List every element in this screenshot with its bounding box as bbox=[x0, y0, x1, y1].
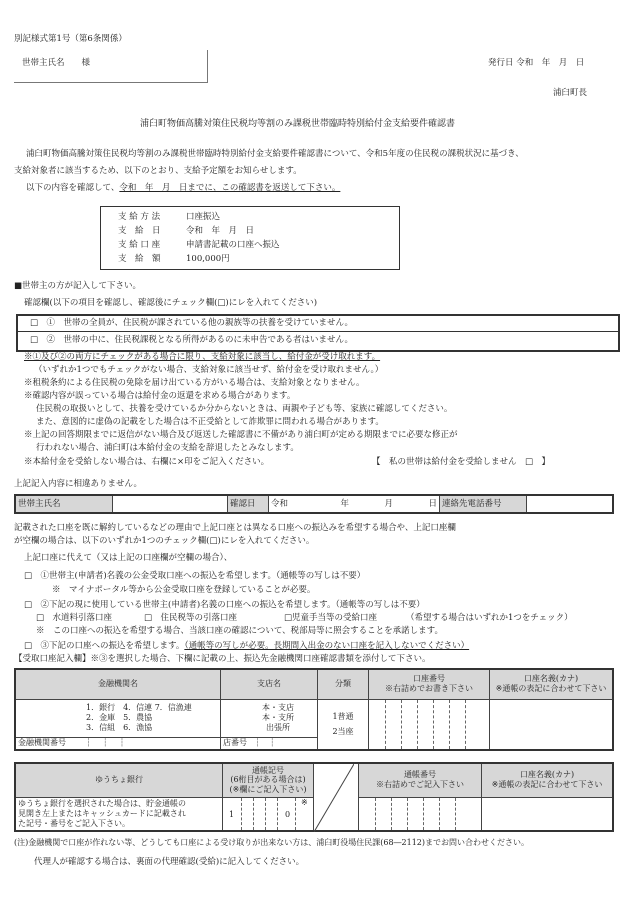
type-header: 分類 bbox=[318, 669, 369, 699]
option-1[interactable]: □ ①世帯主(申請者)名義の公金受取口座への振込を希望します。（通帳等の写しは不要） bbox=[24, 571, 366, 581]
note-2: （いずれか1つでもチェックがない場合、支給対象に該当せず、給付金を受け取れません。） bbox=[34, 365, 384, 375]
option-2b[interactable]: □ 住民税等の引落口座 bbox=[144, 613, 238, 623]
bank-options[interactable]: 1．銀行 4．信連 7．信漁連 2．金庫 5．農協 3．信組 6．漁協 bbox=[15, 699, 221, 737]
option-2c[interactable]: □児童手当等の受給口座 bbox=[284, 613, 378, 623]
acct-header: 口座番号 ※右詰めでお書き下さい bbox=[369, 669, 490, 699]
alt-account-p3: 上記口座に代えて（又は上記の口座欄が空欄の場合）、 bbox=[24, 553, 233, 563]
payment-value-method: 口座振込 bbox=[186, 212, 221, 222]
note-5: 住民税の取扱いとして、扶養を受けているか分からないときは、両親や子ども等、家族に確認してください。 bbox=[36, 404, 453, 414]
acct-name-header: 口座名義(カナ) ※通帳の表記に合わせて下さい bbox=[490, 669, 614, 699]
note-6: また、意図的に虚偽の記載をした場合は不正受給として詐欺罪に問われる場合があります。 bbox=[36, 417, 384, 427]
option-2a[interactable]: □ 水道料引落口座 bbox=[36, 613, 113, 623]
sign-row-table bbox=[14, 494, 614, 514]
confirm-line: 上記記入内容に相違ありません。 bbox=[14, 479, 143, 489]
post-name-input[interactable] bbox=[482, 797, 614, 831]
post-diagonal-cell bbox=[314, 763, 359, 831]
payment-label-date: 支 給 日 bbox=[118, 226, 161, 236]
alt-account-p1: 記載された口座を既に解約しているなどの理由で上記口座とは異なる口座への振込みを希望する場合や、上記口座欄 bbox=[14, 523, 456, 533]
acct-number-input[interactable] bbox=[369, 699, 490, 750]
sym-mark: ※ bbox=[301, 797, 308, 807]
footer-note: (注)金融機関で口座が作れない等、どうしても口座による受け取りが出来ない方は、浦臼町役場住民課(68―2112)までお問い合わせください。 bbox=[14, 838, 530, 847]
post-name-header: 口座名義(カナ) ※通帳の表記に合わせて下さい bbox=[482, 763, 614, 797]
sym-input[interactable] bbox=[223, 797, 314, 831]
option-2[interactable]: □ ②下記の現に使用している世帯主(申請者)名義の口座への振込を希望します。（通帳等の写しは不要） bbox=[24, 600, 425, 610]
post-header: ゆうちょ銀行 bbox=[15, 763, 223, 797]
phone-input[interactable] bbox=[527, 495, 614, 513]
alt-account-p2: が空欄の場合は、以下のいずれか1つのチェック欄(□)にレを入れてください。 bbox=[14, 536, 315, 546]
payment-label-amount: 支 給 額 bbox=[118, 254, 161, 264]
bank-header: 金融機関名 bbox=[15, 669, 221, 699]
recipient-box-bottom bbox=[14, 82, 208, 83]
num-header: 通帳番号 ※右詰めでご記入下さい bbox=[359, 763, 482, 797]
issuer: 浦臼町長 bbox=[553, 88, 588, 98]
note-4: ※確認内容が誤っている場合は給付金の返還を求める場合があります。 bbox=[24, 391, 296, 401]
payment-value-account: 申請書記載の口座へ振込 bbox=[186, 240, 280, 250]
form-number: 別記様式第1号（第6条関係） bbox=[14, 34, 127, 44]
branch-header: 支店名 bbox=[221, 669, 318, 699]
num-input[interactable] bbox=[359, 797, 482, 831]
intro-line-2: 支給対象者に該当するため、以下のとおり、支給予定額をお知らせします。 bbox=[14, 166, 302, 176]
note-8: 行われない場合、浦臼町は本給付金の支給を辞退したとみなします。 bbox=[36, 443, 299, 453]
recipient-box-border bbox=[207, 50, 208, 82]
post-description: ゆうちょ銀行を選択された場合は、貯金通帳の 見開き左上またはキャッシュカードに記載され た記号・番号をご記入下さい。 bbox=[15, 797, 223, 831]
name-label: 世帯主氏名 bbox=[15, 495, 113, 513]
post-bank-table bbox=[14, 762, 614, 832]
diagonal-line bbox=[314, 764, 354, 832]
type-options[interactable]: 1普通 2当座 bbox=[318, 699, 369, 750]
recipient-name: 世帯主氏名 様 bbox=[22, 58, 91, 68]
sym-digit-0: 0 bbox=[285, 809, 291, 819]
branch-code-cell[interactable]: 店番号 ┆┆ bbox=[221, 737, 318, 750]
note-3: ※租税条約による住民税の免除を届け出ている方がいる場合は、支給対象となりません。 bbox=[24, 378, 365, 388]
option-2-note: ※ この口座への振込を希望する場合、当該口座の確認について、税部局等に照会することを承諾します。 bbox=[36, 626, 443, 636]
option-1-note: ※ マイナポータル等から公金受取口座を登録していることが必要。 bbox=[52, 585, 316, 595]
branch-options[interactable]: 本・支店 本・支所 出張所 bbox=[221, 699, 318, 737]
bank-code-cell[interactable]: 金融機関番号 ┆┆┆ bbox=[15, 737, 221, 750]
payment-label-method: 支 給 方 法 bbox=[118, 212, 161, 222]
decline-checkbox[interactable]: 【 私の世帯は給付金を受給しません □ 】 bbox=[372, 457, 551, 467]
intro-line-1: 浦臼町物価高騰対策住民税均等割のみ課税世帯臨時特別給付金支給要件確認書について、令和5年度の住民税の課税状況に基づき、 bbox=[26, 149, 524, 159]
check-item-1[interactable]: □ ① 世帯の全員が、住民税が課されている他の親族等の扶養を受けていません。 bbox=[30, 318, 354, 328]
phone-label: 連絡先電話番号 bbox=[440, 495, 527, 513]
account-entry-note: 【受取口座記入欄】※③を選択した場合、下欄に記載の上、振込先金融機関口座確認書類を添付して下さい。 bbox=[14, 654, 431, 664]
era-label: 令和 bbox=[269, 495, 308, 513]
payment-value-amount: 100,000円 bbox=[186, 254, 230, 264]
note-7: ※上記の回答期限までに返信がない場合及び返送した確認書に不備があり浦臼町が定める期限までに必要な修正が bbox=[24, 430, 458, 440]
check-intro: 確認欄(以下の項目を確認し、確認後にチェック欄(□)にレを入れてください) bbox=[24, 298, 318, 308]
checklist-divider bbox=[16, 331, 620, 332]
section1-heading: ■世帯主の方が記入して下さい。 bbox=[14, 281, 142, 291]
footer-agent: 代理人が確認する場合は、裏面の代理確認(受給)に記入してください。 bbox=[34, 857, 305, 867]
day-label[interactable]: 日 bbox=[395, 495, 440, 513]
month-label[interactable]: 月 bbox=[351, 495, 395, 513]
name-input[interactable] bbox=[113, 495, 228, 513]
date-label: 確認日 bbox=[228, 495, 269, 513]
issue-date: 発行日 令和 年 月 日 bbox=[488, 58, 585, 68]
document-title: 浦臼町物価高騰対策住民税均等割のみ課税世帯臨時特別給付金支給要件確認書 bbox=[140, 119, 456, 129]
note-9: ※本給付金を受給しない場合は、右欄に×印をご記入ください。 bbox=[24, 457, 270, 467]
option-3[interactable]: □ ③下記の口座への振込を希望します。（通帳等の写しが必要。長期間入出金のない口座を記入しないでください） bbox=[24, 641, 470, 651]
payment-value-date: 令和 年 月 日 bbox=[186, 226, 255, 236]
sym-header: 通帳記号 (6桁目がある場合は) (※欄にご記入下さい) bbox=[223, 763, 314, 797]
intro-line-3: 以下の内容を確認して、令和 年 月 日までに、この確認書を返送して下さい。 bbox=[26, 183, 341, 193]
bank-table bbox=[14, 668, 614, 751]
year-label[interactable]: 年 bbox=[307, 495, 351, 513]
sym-digit-1: 1 bbox=[229, 809, 235, 819]
option-2-hint: （希望する場合はいずれか1つをチェック） bbox=[406, 613, 573, 623]
acct-name-input[interactable] bbox=[490, 699, 614, 750]
note-1: ※①及び②の両方にチェックがある場合に限り、支給対象に該当し、給付金が受け取れます。 bbox=[24, 352, 381, 362]
payment-label-account: 支 給 口 座 bbox=[118, 240, 161, 250]
check-item-2[interactable]: □ ② 世帯の中に、住民税課税となる所得があるのに未申告である者はいません。 bbox=[30, 335, 354, 345]
